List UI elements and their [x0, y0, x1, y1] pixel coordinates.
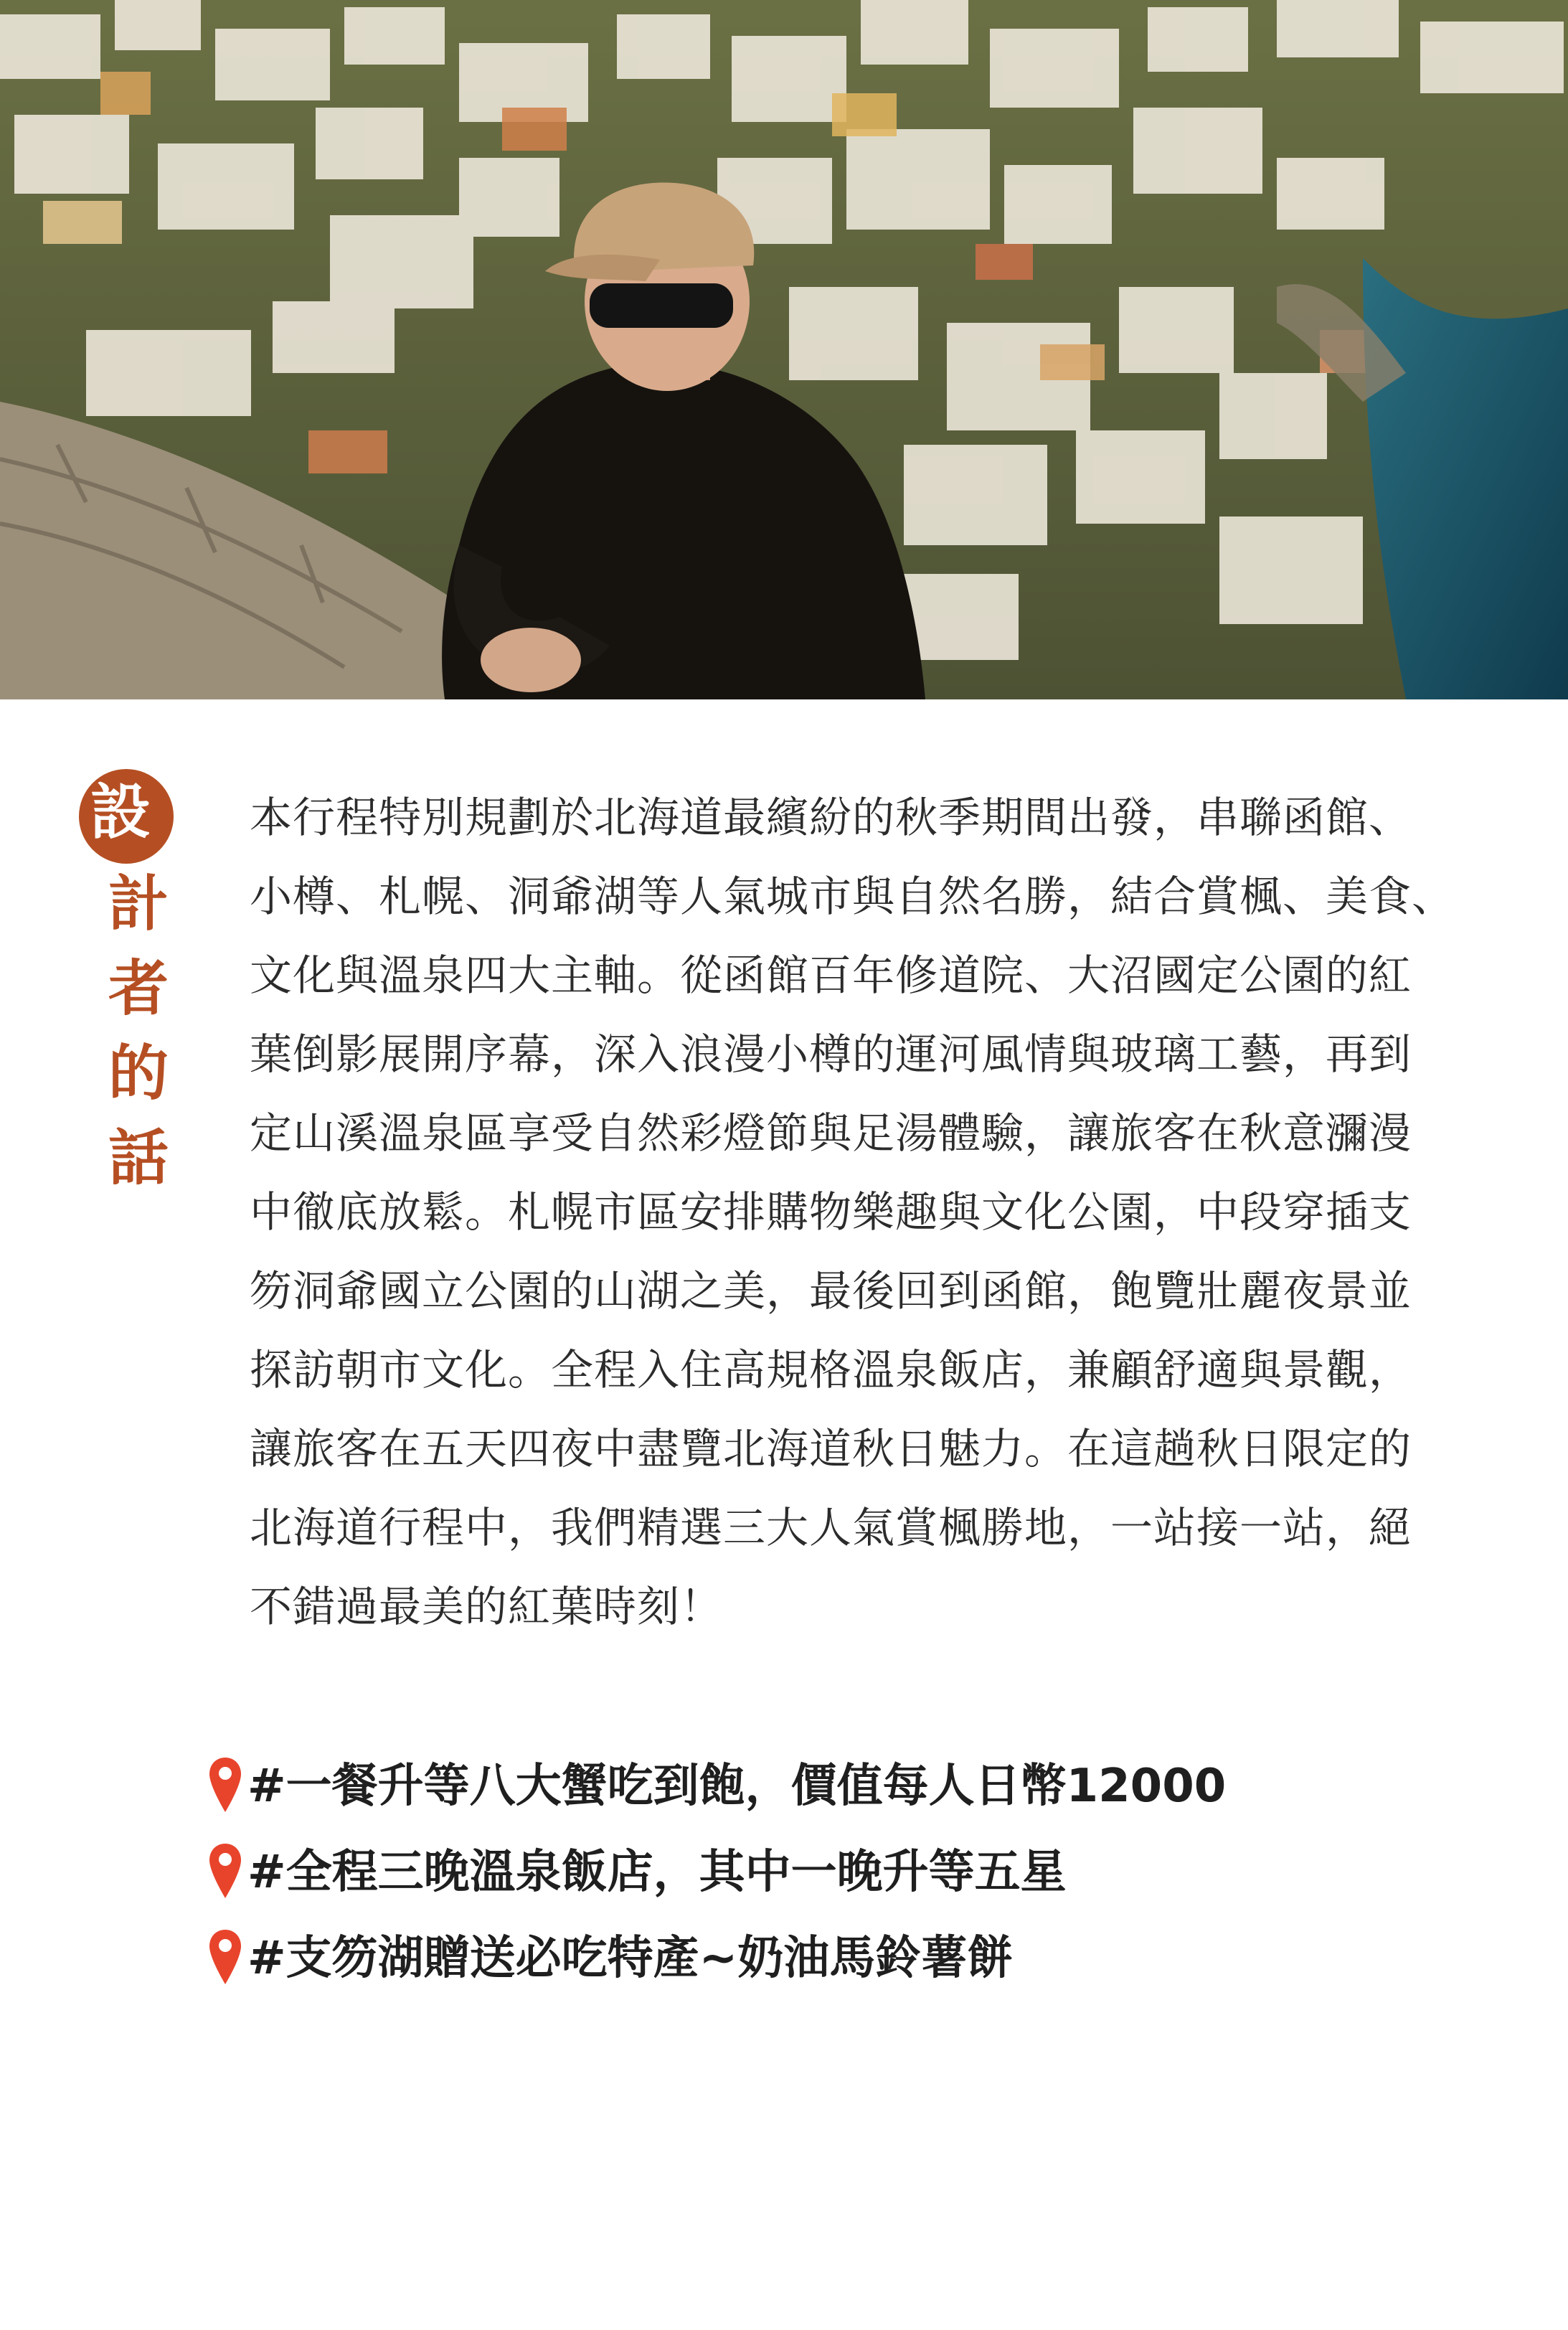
highlight-item [208, 1915, 1542, 2001]
description-line: 讓旅客在五天四夜中盡覽北海道秋日魅力。在這趟秋日限定的 [250, 1424, 1412, 1473]
description-line: 中徹底放鬆。札幌市區安排購物樂趣與文化公園，中段穿插支 [250, 1187, 1412, 1237]
description-line: 定山溪溫泉區享受自然彩燈節與足湯體驗，讓旅客在秋意瀰漫 [250, 1108, 1412, 1158]
map-pin-icon [208, 1928, 242, 1986]
highlight-text: #全程三晚溫泉飯店，其中一晚升等五星 [247, 1846, 1067, 1899]
description-line: 文化與溫泉四大主軸。從函館百年修道院、大沼國定公園的紅 [250, 951, 1412, 1000]
hero-photo [0, 0, 1568, 699]
description-line: 葉倒影展開序幕，深入浪漫小樽的運河風情與玻璃工藝，再到 [250, 1029, 1412, 1079]
title-char-3: 者 [108, 953, 169, 1024]
itinerary-description [250, 778, 1483, 1646]
description-line: 不錯過最美的紅葉時刻！ [250, 1582, 724, 1631]
description-line: 本行程特別規劃於北海道最繽紛的秋季期間出發，串聯函館、 [250, 793, 1412, 842]
highlight-text: #一餐升等八大蟹吃到飽，價值每人日幣12000 [247, 1760, 1227, 1813]
description-line: 北海道行程中，我們精選三大人氣賞楓勝地，一站接一站，絕 [250, 1503, 1412, 1552]
title-char-1: 設 [90, 777, 151, 847]
highlight-item [208, 1829, 1542, 1915]
description-line: 小樽、札幌、洞爺湖等人氣城市與自然名勝，結合賞楓、美食、 [250, 872, 1455, 921]
highlights-list [208, 1743, 1542, 2001]
map-pin-icon [208, 1756, 242, 1813]
hero-photo-illustration [0, 0, 1568, 699]
map-pin-icon [208, 1842, 242, 1900]
description-line: 探訪朝市文化。全程入住高規格溫泉飯店，兼顧舒適與景觀， [250, 1345, 1412, 1395]
highlight-item [208, 1743, 1542, 1829]
title-char-4: 的 [108, 1038, 169, 1108]
title-char-2: 計 [108, 869, 169, 939]
title-char-5: 話 [108, 1123, 169, 1193]
description-line: 笏洞爺國立公園的山湖之美，最後回到函館，飽覽壯麗夜景並 [250, 1266, 1412, 1316]
highlight-text: #支笏湖贈送必吃特產~奶油馬鈴薯餅 [247, 1932, 1014, 1985]
